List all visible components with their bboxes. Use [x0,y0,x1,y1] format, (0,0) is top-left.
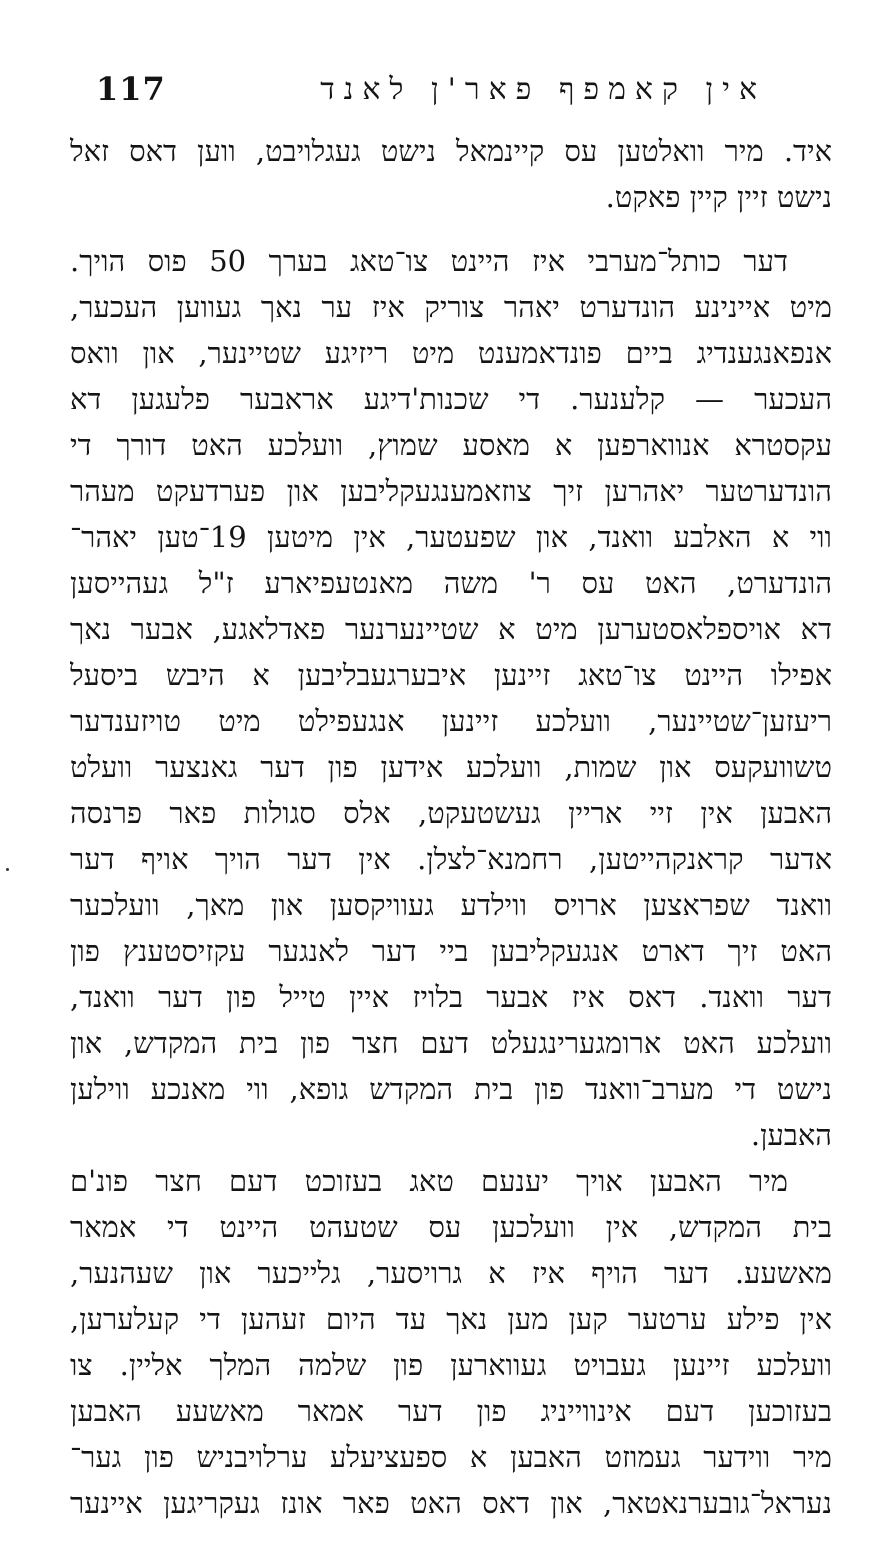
page-header [96,66,766,116]
margin-speck [6,868,9,871]
text-line: בית המקדש, אין וועלכען עס שטעהט היינט די אמאר [70,1210,832,1244]
text-line: ריעזען־שטיינער, וועלכע זיינען אנגעפילט מיט טויזענדער [70,704,832,738]
text-line: וואנד שפראצען ארויס ווילדע געוויקסען און מאך, וועלכער [70,888,832,922]
text-line: מיר האבען אויך יענעם טאג בעזוכט דעם חצר פונ'ם [70,1164,788,1198]
body-text [70,128,832,1526]
text-line: אנפאנגענדיג ביים פונדאמענט מיט ריזיגע שטיינער, און וואס [70,336,832,370]
text-line: האבען אין זיי אריין געשטעקט, אלס סגולות פאר פרנסה [70,796,832,830]
text-line: טשוועקעס און שמות, וועלכע אידען פון דער גאנצער וועלט [70,750,832,784]
text-line: אפילו היינט צו־טאג זיינען איבערגעבליבען א היבש ביסעל [70,658,832,692]
text-line: וועלכע זיינען געבויט געווארען פון שלמה המלך אליין. צו [70,1348,832,1382]
paragraph [70,1158,832,1526]
text-line: וועלכע האט ארומגערינגעלט דעם חצר פון בית המקדש, און [70,1026,832,1060]
text-line: האט זיך דארט אנגעקליבען ביי דער לאנגער עקזיסטענץ פון [70,934,832,968]
text-line: אין פילע ערטער קען מען נאך עד היום זעהען די קעלערען, [70,1302,832,1336]
text-line: העכער — קלענער. די שכנות'דיגע אראבער פלעגען דא [70,382,832,416]
text-line: דער וואנד. דאס איז אבער בלויז איין טייל פון דער וואנד, [70,980,832,1014]
text-line: מאשעע. דער הויף איז א גרויסער, גלייכער און שעהנער, [70,1256,832,1290]
text-line: ווי א האלבע וואנד, און שפעטער, אין מיטען 19־טען יאהר־ [70,520,832,554]
text-line: הונדערטער יאהרען זיך צוזאמענגעקליבען און פערדעקט מעהר [70,474,832,508]
text-line: האבען. [750,1118,832,1152]
text-line: מיר ווידער געמוזט האבען א ספעציעלע ערלויבניש פון גער־ [70,1440,832,1474]
text-line: מיט איינינע הונדערט יאהר צוריק איז ער נאך געווען העכער, [70,290,832,324]
text-line: נישט די מערב־וואנד פון בית המקדש גופא, ווי מאנכע ווילען [70,1072,832,1106]
text-line: הונדערט, האט עס ר' משה מאנטעפיארע ז"ל געהייסען [70,566,832,600]
paragraph [70,128,832,220]
text-line: איד. מיר וואלטען עס קיינמאל נישט געגלויבט, ווען דאס זאל [70,134,832,168]
page-number: 117 [96,70,166,108]
paragraph [70,238,832,1158]
text-line: אדער קראנקהייטען, רחמנא־לצלן. אין דער הויך אויף דער [70,842,832,876]
text-line: דער כותל־מערבי איז היינט צו־טאג בערך 50 פוס הויך. [70,244,788,278]
text-line: נישט זיין קיין פאקט. [605,180,832,214]
text-line: דא אויספלאסטערען מיט א שטיינערנער פאדלאגע, אבער נאך [70,612,832,646]
text-line: נעראל־גובערנאטאר, און דאס האט פאר אונז געקריגען איינער [70,1486,832,1520]
text-line: עקסטרא אנווארפען א מאסע שמוץ, וועלכע האט דורך די [70,428,832,462]
running-title: אין קאמפף פאר'ן לאנד [320,72,766,107]
text-line: בעזוכען דעם אינווייניג פון דער אמאר מאשעע האבען [70,1394,832,1428]
